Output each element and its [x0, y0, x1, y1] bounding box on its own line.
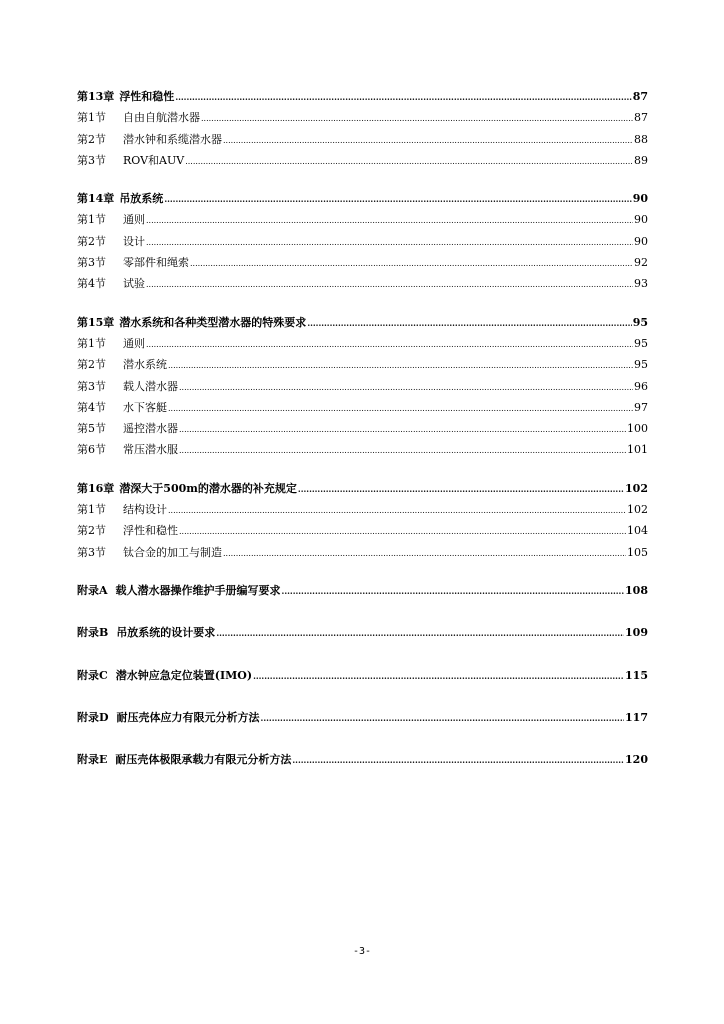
toc-appendix[interactable] — [77, 707, 648, 728]
section-title: 潜水钟和系缆潜水器 — [123, 132, 222, 146]
toc-section[interactable] — [77, 418, 648, 439]
chapter-title: 吊放系统 — [119, 192, 164, 206]
section-title: 水下客艇 — [123, 400, 167, 414]
toc-section[interactable] — [77, 273, 648, 294]
section-title: 零部件和绳索 — [123, 256, 189, 270]
section-title: 结构设计 — [123, 503, 167, 517]
section-title: 自由自航潜水器 — [123, 111, 200, 125]
appendix-group-c — [77, 665, 648, 686]
chapter-number: 第15章 — [77, 315, 115, 329]
section-title: 试验 — [123, 277, 145, 291]
appendix-number: 附录D — [77, 710, 109, 724]
appendix-number: 附录C — [77, 668, 108, 682]
dot-leader — [146, 274, 633, 295]
page-number: 90 — [634, 213, 648, 227]
chapter-title: 潜深大于500m的潜水器的补充规定 — [119, 481, 297, 495]
page-number: 87 — [634, 111, 648, 125]
toc-section[interactable] — [77, 150, 648, 171]
appendix-group-d — [77, 707, 648, 728]
chapter-group-14 — [77, 188, 648, 294]
section-title: 载人潜水器 — [123, 379, 178, 393]
dot-leader — [223, 543, 626, 564]
appendix-title: 吊放系统的设计要求 — [116, 626, 216, 640]
dot-leader — [179, 419, 626, 440]
page-number: 101 — [627, 443, 648, 457]
toc-section[interactable] — [77, 397, 648, 418]
page-number: 90 — [632, 192, 648, 206]
section-title: ROV和AUV — [123, 153, 185, 167]
toc-section[interactable] — [77, 376, 648, 397]
dot-leader — [146, 232, 633, 253]
page-number: 109 — [625, 626, 648, 640]
chapter-group-16 — [77, 478, 648, 563]
section-number: 第3节 — [77, 545, 106, 559]
page-number: 120 — [625, 753, 648, 767]
dot-leader — [185, 151, 633, 172]
toc-appendix[interactable] — [77, 622, 648, 643]
page-number: 104 — [627, 524, 648, 538]
section-number: 第3节 — [77, 256, 106, 270]
page-number: 102 — [625, 481, 648, 495]
section-title: 潜水系统 — [123, 358, 167, 372]
section-number: 第5节 — [77, 422, 106, 436]
dot-leader — [292, 750, 624, 771]
section-number: 第2节 — [77, 524, 106, 538]
section-number: 第2节 — [77, 132, 106, 146]
toc-section[interactable] — [77, 520, 648, 541]
chapter-number: 第16章 — [77, 481, 115, 495]
section-number: 第1节 — [77, 111, 106, 125]
section-title: 浮性和稳性 — [123, 524, 178, 538]
section-number: 第1节 — [77, 213, 106, 227]
toc-appendix[interactable] — [77, 580, 648, 601]
toc-section[interactable] — [77, 209, 648, 230]
section-number: 第2节 — [77, 234, 106, 248]
dot-leader — [146, 334, 633, 355]
chapter-group-13 — [77, 86, 648, 171]
toc-section[interactable] — [77, 252, 648, 273]
toc-section[interactable] — [77, 354, 648, 375]
section-title: 通则 — [123, 213, 145, 227]
dot-leader — [179, 521, 626, 542]
section-number: 第3节 — [77, 153, 106, 167]
page-number: 87 — [632, 90, 648, 103]
dot-leader — [168, 398, 633, 419]
dot-leader — [261, 708, 624, 729]
toc-chapter[interactable] — [77, 188, 648, 209]
dot-leader — [179, 377, 633, 398]
section-title: 设计 — [123, 234, 145, 248]
toc-section[interactable] — [77, 333, 648, 354]
page-number: 102 — [627, 503, 648, 517]
section-title: 常压潜水服 — [123, 443, 178, 457]
section-number: 第1节 — [77, 336, 106, 350]
page-number: 117 — [625, 710, 648, 724]
toc-section[interactable] — [77, 499, 648, 520]
toc-section[interactable] — [77, 107, 648, 128]
page-number: 89 — [634, 153, 648, 167]
page-footer-number: -3- — [352, 946, 372, 957]
page-number: 90 — [634, 234, 648, 248]
appendix-group-a — [77, 580, 648, 601]
chapter-group-15 — [77, 312, 648, 461]
section-number: 第4节 — [77, 277, 106, 291]
appendix-title: 载人潜水器操作维护手册编写要求 — [115, 583, 281, 597]
section-number: 第1节 — [77, 503, 106, 517]
dot-leader — [307, 313, 631, 334]
section-number: 第3节 — [77, 379, 106, 393]
dot-leader — [216, 623, 624, 644]
section-number: 第4节 — [77, 400, 106, 414]
page-number: 93 — [634, 277, 648, 291]
appendix-title: 潜水钟应急定位装置(IMO) — [115, 668, 253, 682]
appendix-group-e — [77, 749, 648, 770]
dot-leader — [168, 355, 633, 376]
dot-leader — [223, 130, 633, 151]
dot-leader — [146, 210, 633, 231]
page-number: 108 — [625, 583, 648, 597]
appendix-title: 耐压壳体极限承载力有限元分析方法 — [115, 753, 292, 767]
table-of-contents — [77, 86, 648, 791]
section-title: 遥控潜水器 — [123, 422, 178, 436]
appendix-number: 附录A — [77, 583, 108, 597]
toc-chapter[interactable] — [77, 478, 648, 499]
chapter-title: 浮性和稳性 — [119, 90, 175, 103]
toc-chapter[interactable] — [77, 312, 648, 333]
chapter-title: 潜水系统和各种类型潜水器的特殊要求 — [119, 315, 307, 329]
toc-section[interactable] — [77, 439, 648, 460]
chapter-number: 第13章 — [77, 90, 115, 103]
dot-leader — [168, 500, 626, 521]
page-number: 115 — [625, 668, 648, 682]
toc-appendix[interactable] — [77, 665, 648, 686]
page-number: 97 — [634, 400, 648, 414]
dot-leader — [175, 87, 631, 108]
page-number: 96 — [634, 379, 648, 393]
toc-section[interactable] — [77, 129, 648, 150]
dot-leader — [164, 189, 631, 210]
dot-leader — [201, 108, 633, 129]
section-title: 通则 — [123, 336, 145, 350]
page-number: 95 — [634, 358, 648, 372]
page-number: 92 — [634, 256, 648, 270]
toc-chapter[interactable] — [77, 86, 648, 107]
page-number: 95 — [632, 315, 648, 329]
page-number: 88 — [634, 132, 648, 146]
chapter-number: 第14章 — [77, 192, 115, 206]
section-number: 第2节 — [77, 358, 106, 372]
toc-section[interactable] — [77, 542, 648, 563]
dot-leader — [179, 440, 626, 461]
appendix-number: 附录B — [77, 626, 109, 640]
dot-leader — [282, 581, 624, 602]
appendix-group-b — [77, 622, 648, 643]
dot-leader — [298, 479, 624, 500]
section-number: 第6节 — [77, 443, 106, 457]
dot-leader — [190, 253, 633, 274]
toc-appendix[interactable] — [77, 749, 648, 770]
appendix-title: 耐压壳体应力有限元分析方法 — [116, 710, 260, 724]
section-title: 钛合金的加工与制造 — [123, 545, 222, 559]
dot-leader — [253, 666, 624, 687]
page-number: 95 — [634, 336, 648, 350]
page-number: 105 — [627, 545, 648, 559]
appendix-number: 附录E — [77, 753, 108, 767]
toc-section[interactable] — [77, 231, 648, 252]
page-number: 100 — [627, 422, 648, 436]
